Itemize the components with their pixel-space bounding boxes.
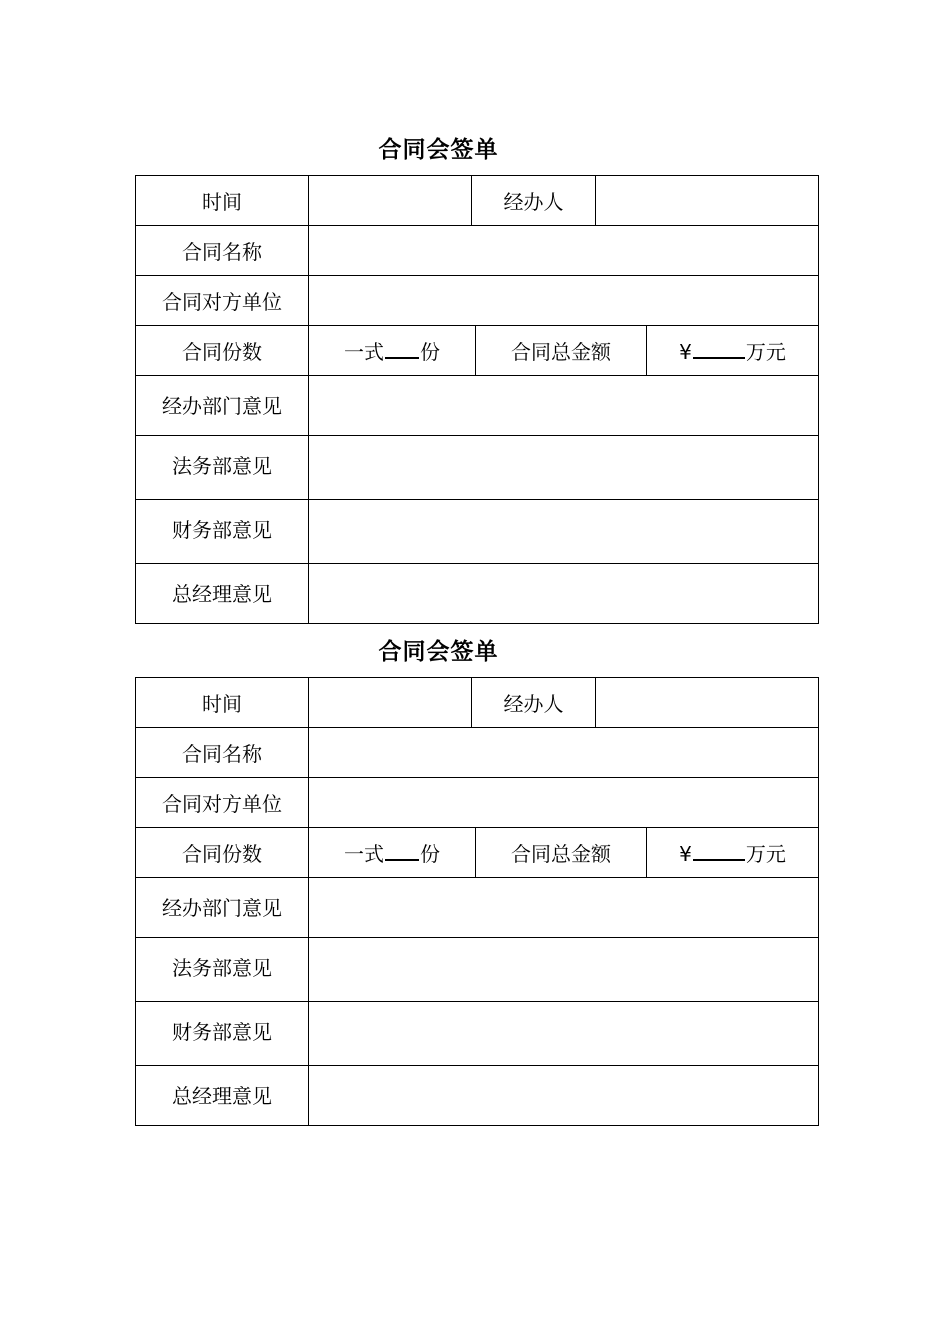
contract-signoff-form-1 [135,137,818,624]
total-amount-label: 合同总金额 [476,326,647,376]
dept-opinion-label [136,376,309,436]
dept-opinion-label [136,878,309,938]
row-dept-opinion [136,878,819,938]
dept-opinion-field[interactable] [309,376,819,436]
row-finance-opinion [136,1002,819,1066]
form-title: 合同会签单 [378,137,499,163]
handler-field[interactable] [596,678,819,728]
handler-label: 经办人 [472,176,596,226]
copies-suffix: 份 [420,842,440,866]
contract-name-label: 合同名称 [136,226,309,276]
dept-opinion-text: 经办部门意见 [162,896,282,920]
finance-opinion-label [136,500,309,564]
time-field[interactable] [309,176,472,226]
amount-blank[interactable] [693,339,745,359]
row-counterparty [136,276,819,326]
copies-blank[interactable] [385,841,419,861]
row-contract-name [136,226,819,276]
copies-field[interactable] [309,326,476,376]
amount-blank[interactable] [693,841,745,861]
form-title: 合同会签单 [378,639,499,665]
gm-opinion-label [136,564,309,624]
row-legal-opinion [136,436,819,500]
contract-signoff-form-2 [135,639,818,1126]
row-time-handler [136,176,819,226]
legal-opinion-label [136,938,309,1002]
counterparty-label: 合同对方单位 [136,778,309,828]
finance-opinion-text: 财务部意见 [172,518,272,542]
total-amount-field[interactable] [647,326,819,376]
copies-blank[interactable] [385,339,419,359]
legal-opinion-field[interactable] [309,938,819,1002]
finance-opinion-field[interactable] [309,500,819,564]
row-contract-name [136,728,819,778]
contract-name-field[interactable] [309,728,819,778]
copies-suffix: 份 [420,340,440,364]
dept-opinion-field[interactable] [309,878,819,938]
copies-label: 合同份数 [136,326,309,376]
time-field[interactable] [309,678,472,728]
contract-name-field[interactable] [309,226,819,276]
currency-symbol: ¥ [679,340,692,364]
counterparty-label: 合同对方单位 [136,276,309,326]
gm-opinion-text: 总经理意见 [172,582,272,606]
copies-prefix: 一式 [344,340,384,364]
row-copies-amount [136,326,819,376]
gm-opinion-field[interactable] [309,564,819,624]
counterparty-field[interactable] [309,276,819,326]
contract-name-label: 合同名称 [136,728,309,778]
amount-unit: 万元 [745,340,786,364]
row-gm-opinion [136,564,819,624]
row-finance-opinion [136,500,819,564]
gm-opinion-label [136,1066,309,1126]
handler-field[interactable] [596,176,819,226]
gm-opinion-text: 总经理意见 [172,1084,272,1108]
copies-label: 合同份数 [136,828,309,878]
row-time-handler [136,678,819,728]
finance-opinion-label [136,1002,309,1066]
copies-prefix: 一式 [344,842,384,866]
signoff-table [135,677,819,1126]
total-amount-label: 合同总金额 [476,828,647,878]
finance-opinion-text: 财务部意见 [172,1020,272,1044]
total-amount-field[interactable] [647,828,819,878]
row-gm-opinion [136,1066,819,1126]
counterparty-field[interactable] [309,778,819,828]
legal-opinion-text: 法务部意见 [172,956,272,980]
dept-opinion-text: 经办部门意见 [162,394,282,418]
time-label: 时间 [136,678,309,728]
legal-opinion-label [136,436,309,500]
legal-opinion-field[interactable] [309,436,819,500]
finance-opinion-field[interactable] [309,1002,819,1066]
row-copies-amount [136,828,819,878]
copies-field[interactable] [309,828,476,878]
currency-symbol: ¥ [679,842,692,866]
amount-unit: 万元 [745,842,786,866]
gm-opinion-field[interactable] [309,1066,819,1126]
time-label: 时间 [136,176,309,226]
handler-label: 经办人 [472,678,596,728]
row-legal-opinion [136,938,819,1002]
signoff-table [135,175,819,624]
row-dept-opinion [136,376,819,436]
row-counterparty [136,778,819,828]
legal-opinion-text: 法务部意见 [172,454,272,478]
